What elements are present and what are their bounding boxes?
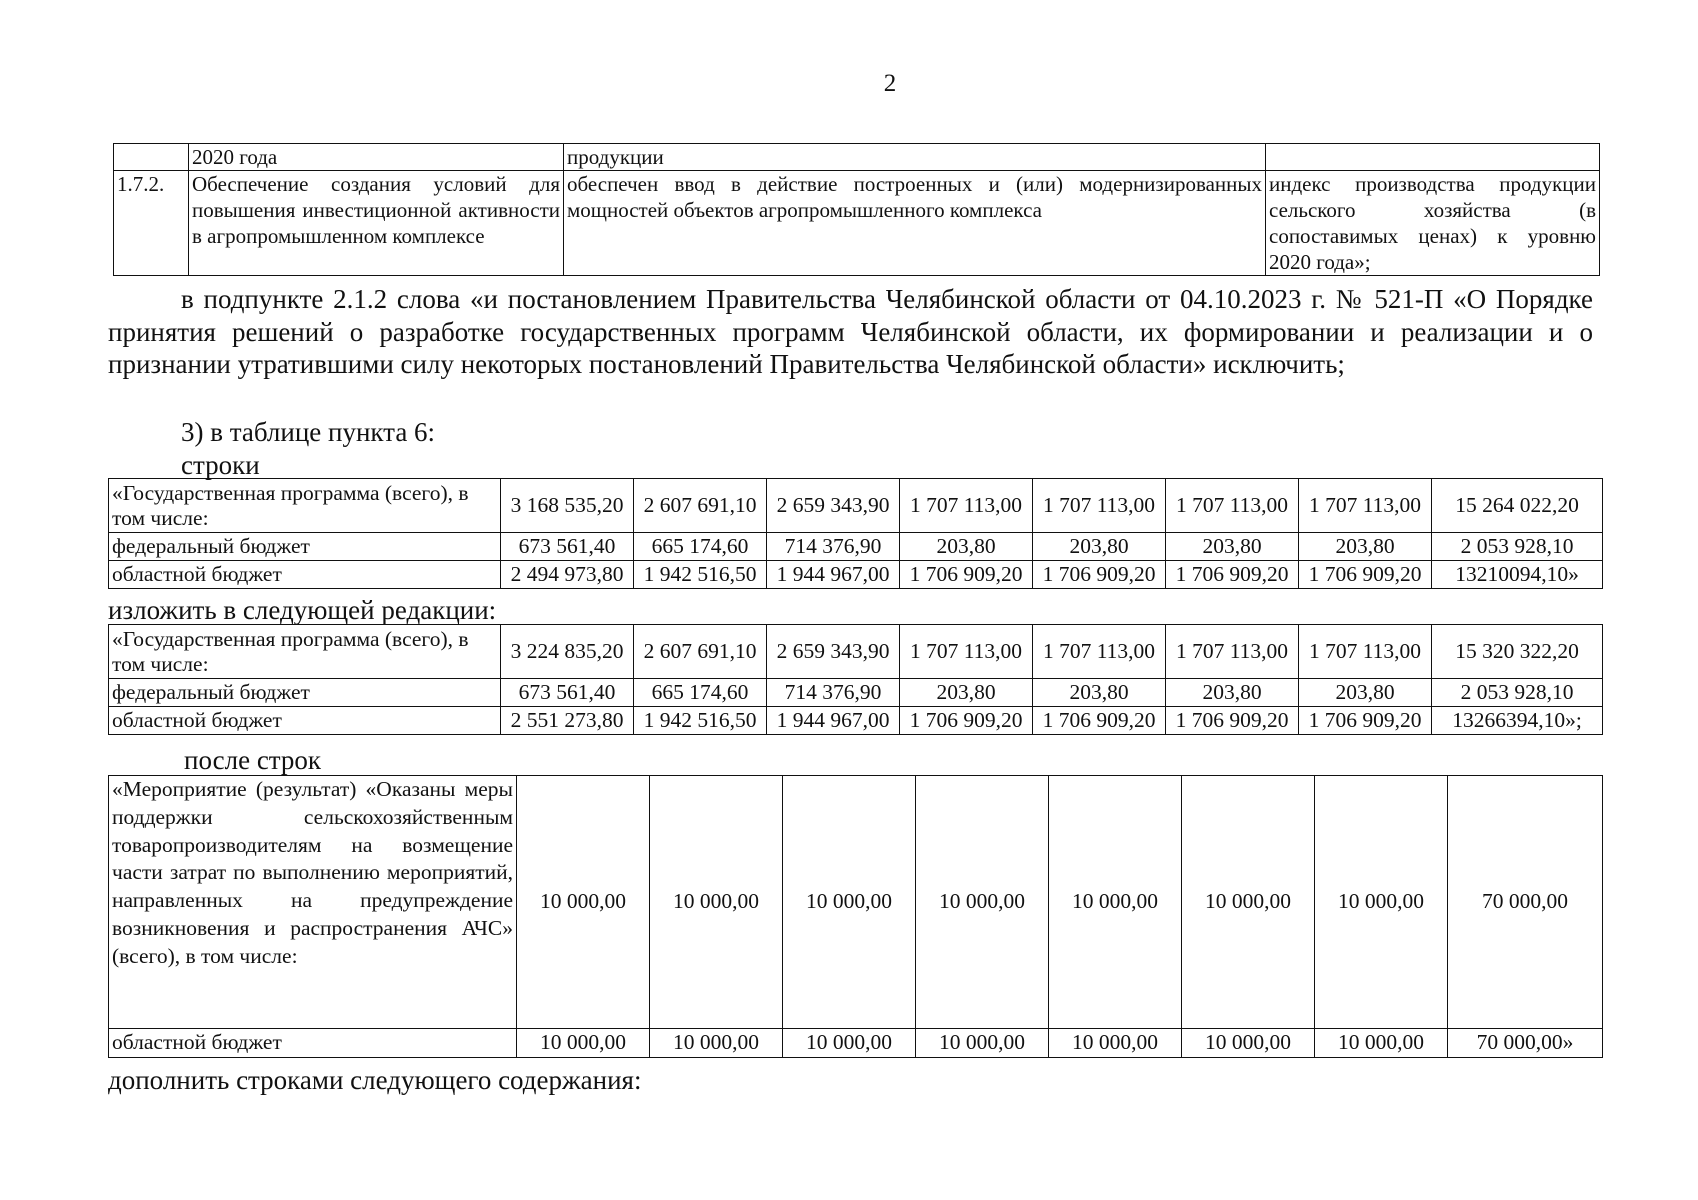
cell-value: 70 000,00» xyxy=(1448,1029,1603,1058)
row-label: «Мероприятие (результат) «Оказаны меры поддержки сельскохозяйственным товаропроизводителям на возмещение части затрат по выполнению мероприятий, направленных на предупреждение возникновения и распространения АЧС» (всего), в том числе: xyxy=(109,776,517,1029)
event-name: 2020 года xyxy=(189,144,564,171)
cell-value: 2 607 691,10 xyxy=(634,625,767,679)
row-number xyxy=(114,144,189,171)
table-row xyxy=(109,625,1603,679)
cell-value: 10 000,00 xyxy=(1049,1029,1182,1058)
cell-value: 1 707 113,00 xyxy=(900,625,1033,679)
table-row xyxy=(109,1029,1603,1058)
cell-value: 1 707 113,00 xyxy=(1033,479,1166,533)
cell-value: 10 000,00 xyxy=(1315,776,1448,1029)
cell-value: 1 707 113,00 xyxy=(1166,479,1299,533)
cell-value: 2 659 343,90 xyxy=(767,479,900,533)
cell-value: 1 706 909,20 xyxy=(1299,707,1432,735)
cell-value: 10 000,00 xyxy=(650,1029,783,1058)
event-result: обеспечен ввод в действие построенных и (или) модернизированных мощностей объектов агропромышленного комплекса xyxy=(564,171,1266,276)
cell-value: 10 000,00 xyxy=(1182,1029,1315,1058)
cell-value: 1 706 909,20 xyxy=(1166,707,1299,735)
cell-value: 13266394,10»; xyxy=(1432,707,1603,735)
cell-value: 70 000,00 xyxy=(1448,776,1603,1029)
events-table xyxy=(113,143,1600,276)
cell-value: 15 264 022,20 xyxy=(1432,479,1603,533)
cell-value: 665 174,60 xyxy=(634,533,767,561)
cell-value: 714 376,90 xyxy=(767,533,900,561)
cell-value: 1 706 909,20 xyxy=(1033,707,1166,735)
cell-value: 1 707 113,00 xyxy=(1299,479,1432,533)
table-row xyxy=(109,561,1603,589)
cell-value: 10 000,00 xyxy=(1182,776,1315,1029)
cell-value: 3 168 535,20 xyxy=(501,479,634,533)
cell-value: 1 944 967,00 xyxy=(767,707,900,735)
cell-value: 2 053 928,10 xyxy=(1432,679,1603,707)
cell-value: 673 561,40 xyxy=(501,533,634,561)
cell-value: 10 000,00 xyxy=(517,776,650,1029)
row-label: федеральный бюджет xyxy=(109,679,501,707)
cell-value: 2 551 273,80 xyxy=(501,707,634,735)
paragraph-text: в подпункте 2.1.2 слова «и постановлением Правительства Челябинской области от 04.10.2023 г. № 521-П «О Порядке принятия решений о разработке государственных программ Челябинской области, их формировании и реализации и о признании утратившими силу некоторых постановлений Правительства Челябинской области» исключить; xyxy=(108,284,1593,379)
table-row xyxy=(114,171,1600,276)
cell-value: 3 224 835,20 xyxy=(501,625,634,679)
cell-value: 10 000,00 xyxy=(650,776,783,1029)
after-rows-label: после строк xyxy=(184,745,322,775)
event-indicator: индекс производства продукции сельского хозяйства (в сопоставимых ценах) к уровню 2020 года»; xyxy=(1266,171,1600,276)
row-label: федеральный бюджет xyxy=(109,533,501,561)
cell-value: 10 000,00 xyxy=(783,776,916,1029)
cell-value: 714 376,90 xyxy=(767,679,900,707)
row-label: областной бюджет xyxy=(109,1029,517,1058)
row-number: 1.7.2. xyxy=(114,171,189,276)
cell-value: 10 000,00 xyxy=(517,1029,650,1058)
cell-value: 203,80 xyxy=(1033,533,1166,561)
cell-value: 2 659 343,90 xyxy=(767,625,900,679)
cell-value: 665 174,60 xyxy=(634,679,767,707)
row-label: областной бюджет xyxy=(109,707,501,735)
cell-value: 2 494 973,80 xyxy=(501,561,634,589)
cell-value: 203,80 xyxy=(1166,679,1299,707)
cell-value: 10 000,00 xyxy=(783,1029,916,1058)
cell-value: 2 607 691,10 xyxy=(634,479,767,533)
row-label: «Государственная программа (всего), в том числе: xyxy=(109,625,501,679)
row-label: «Государственная программа (всего), в том числе: xyxy=(109,479,501,533)
cell-value: 673 561,40 xyxy=(501,679,634,707)
event-result: продукции xyxy=(564,144,1266,171)
table-row xyxy=(114,144,1600,171)
table-row xyxy=(109,707,1603,735)
cell-value: 13210094,10» xyxy=(1432,561,1603,589)
new-rows-table xyxy=(108,624,1603,735)
table-row xyxy=(109,776,1603,1029)
cell-value: 1 942 516,50 xyxy=(634,561,767,589)
cell-value: 1 706 909,20 xyxy=(1033,561,1166,589)
cell-value: 10 000,00 xyxy=(1049,776,1182,1029)
page-number: 2 xyxy=(883,70,897,97)
cell-value: 10 000,00 xyxy=(1315,1029,1448,1058)
cell-value: 1 707 113,00 xyxy=(1166,625,1299,679)
cell-value: 1 706 909,20 xyxy=(900,707,1033,735)
new-edition-label: изложить в следующей редакции: xyxy=(108,595,497,625)
cell-value: 203,80 xyxy=(1166,533,1299,561)
cell-value: 203,80 xyxy=(1299,533,1432,561)
cell-value: 1 707 113,00 xyxy=(1299,625,1432,679)
cell-value: 203,80 xyxy=(1033,679,1166,707)
cell-value: 203,80 xyxy=(900,533,1033,561)
event-indicator xyxy=(1266,144,1600,171)
cell-value: 1 707 113,00 xyxy=(1033,625,1166,679)
cell-value: 1 944 967,00 xyxy=(767,561,900,589)
old-rows-table xyxy=(108,478,1603,589)
cell-value: 203,80 xyxy=(1299,679,1432,707)
event-rows-table xyxy=(108,775,1603,1058)
row-label: областной бюджет xyxy=(109,561,501,589)
cell-value: 203,80 xyxy=(900,679,1033,707)
cell-value: 1 707 113,00 xyxy=(900,479,1033,533)
cell-value: 10 000,00 xyxy=(916,776,1049,1029)
table-row xyxy=(109,533,1603,561)
event-name: Обеспечение создания условий для повышения инвестиционной активности в агропромышленном комплексе xyxy=(189,171,564,276)
item-3-heading: 3) в таблице пункта 6: xyxy=(181,417,436,447)
table-row xyxy=(109,479,1603,533)
rows-label: строки xyxy=(181,450,260,480)
cell-value: 15 320 322,20 xyxy=(1432,625,1603,679)
cell-value: 1 942 516,50 xyxy=(634,707,767,735)
table-row xyxy=(109,679,1603,707)
cell-value: 1 706 909,20 xyxy=(1299,561,1432,589)
add-rows-label: дополнить строками следующего содержания: xyxy=(108,1065,642,1095)
cell-value: 1 706 909,20 xyxy=(900,561,1033,589)
paragraph-2-1-2 xyxy=(108,283,1593,381)
cell-value: 10 000,00 xyxy=(916,1029,1049,1058)
cell-value: 2 053 928,10 xyxy=(1432,533,1603,561)
cell-value: 1 706 909,20 xyxy=(1166,561,1299,589)
